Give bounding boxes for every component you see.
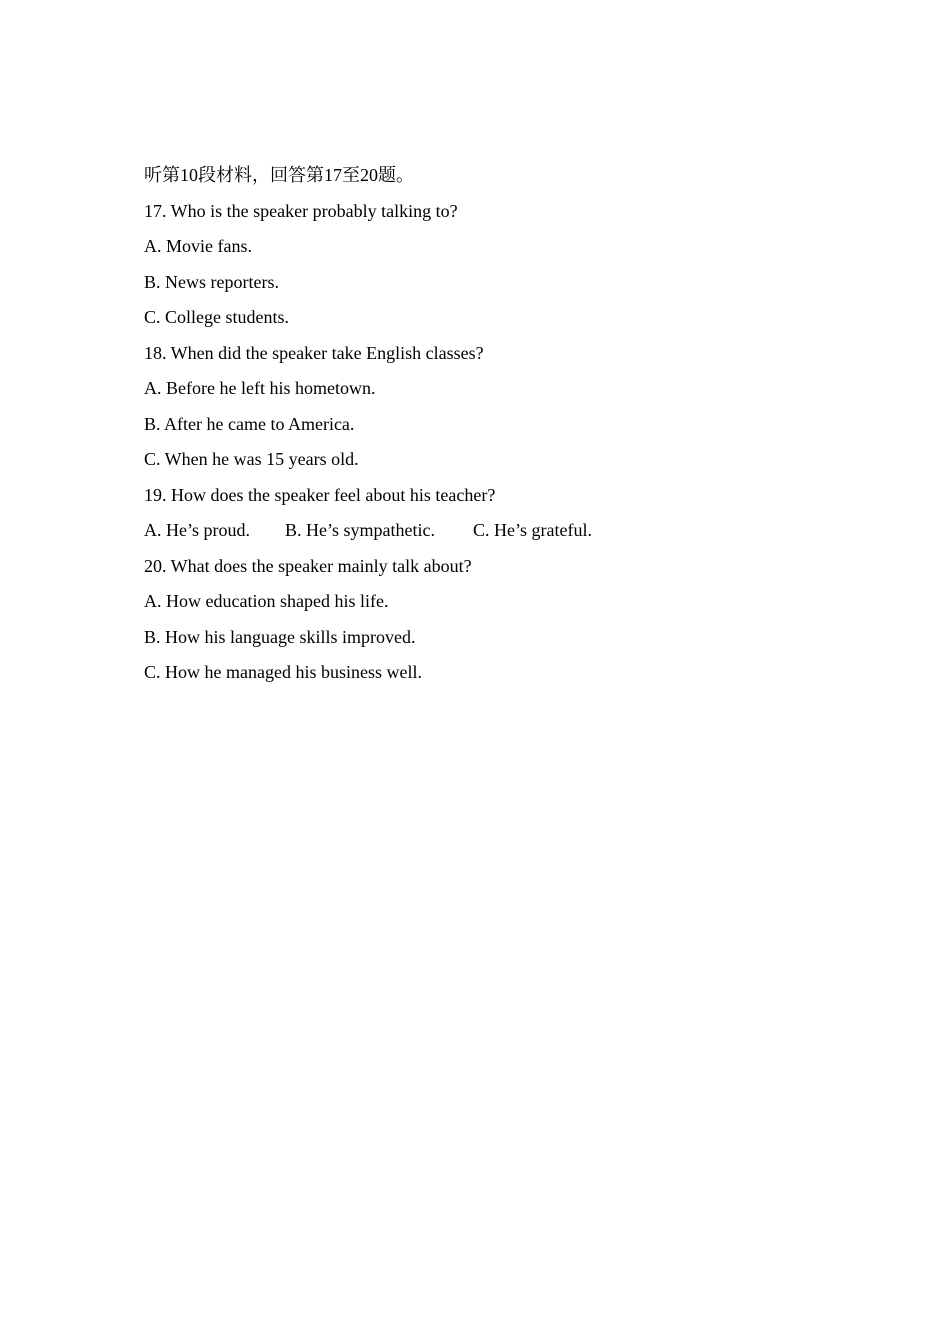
question-20-option-b: B. How his language skills improved. [144, 626, 416, 647]
question-17-option-a: A. Movie fans. [144, 236, 252, 256]
question-19-options [144, 513, 824, 549]
question-20: 20. What does the speaker mainly talk about? [144, 555, 472, 576]
question-20-option-c: C. How he managed his business well. [144, 662, 422, 682]
question-17-option-c: C. College students. [144, 307, 289, 327]
listening-section [144, 158, 824, 691]
question-19-option-b: B. He’s sympathetic. [285, 520, 435, 540]
question-19-option-a: A. He’s proud. [144, 520, 250, 540]
question-18: 18. When did the speaker take English classes? [144, 342, 484, 363]
question-18-option-a: A. Before he left his hometown. [144, 378, 376, 398]
question-18-option-b: B. After he came to America. [144, 413, 355, 434]
question-17-option-b: B. News reporters. [144, 271, 279, 292]
question-17: 17. Who is the speaker probably talking to? [144, 200, 458, 221]
question-19: 19. How does the speaker feel about his teacher? [144, 484, 496, 505]
question-19-option-c: C. He’s grateful. [473, 520, 592, 540]
question-18-option-c: C. When he was 15 years old. [144, 449, 359, 469]
question-20-option-a: A. How education shaped his life. [144, 591, 389, 611]
section-heading: 听第10段材料，回答第17至20题。 [144, 165, 414, 185]
